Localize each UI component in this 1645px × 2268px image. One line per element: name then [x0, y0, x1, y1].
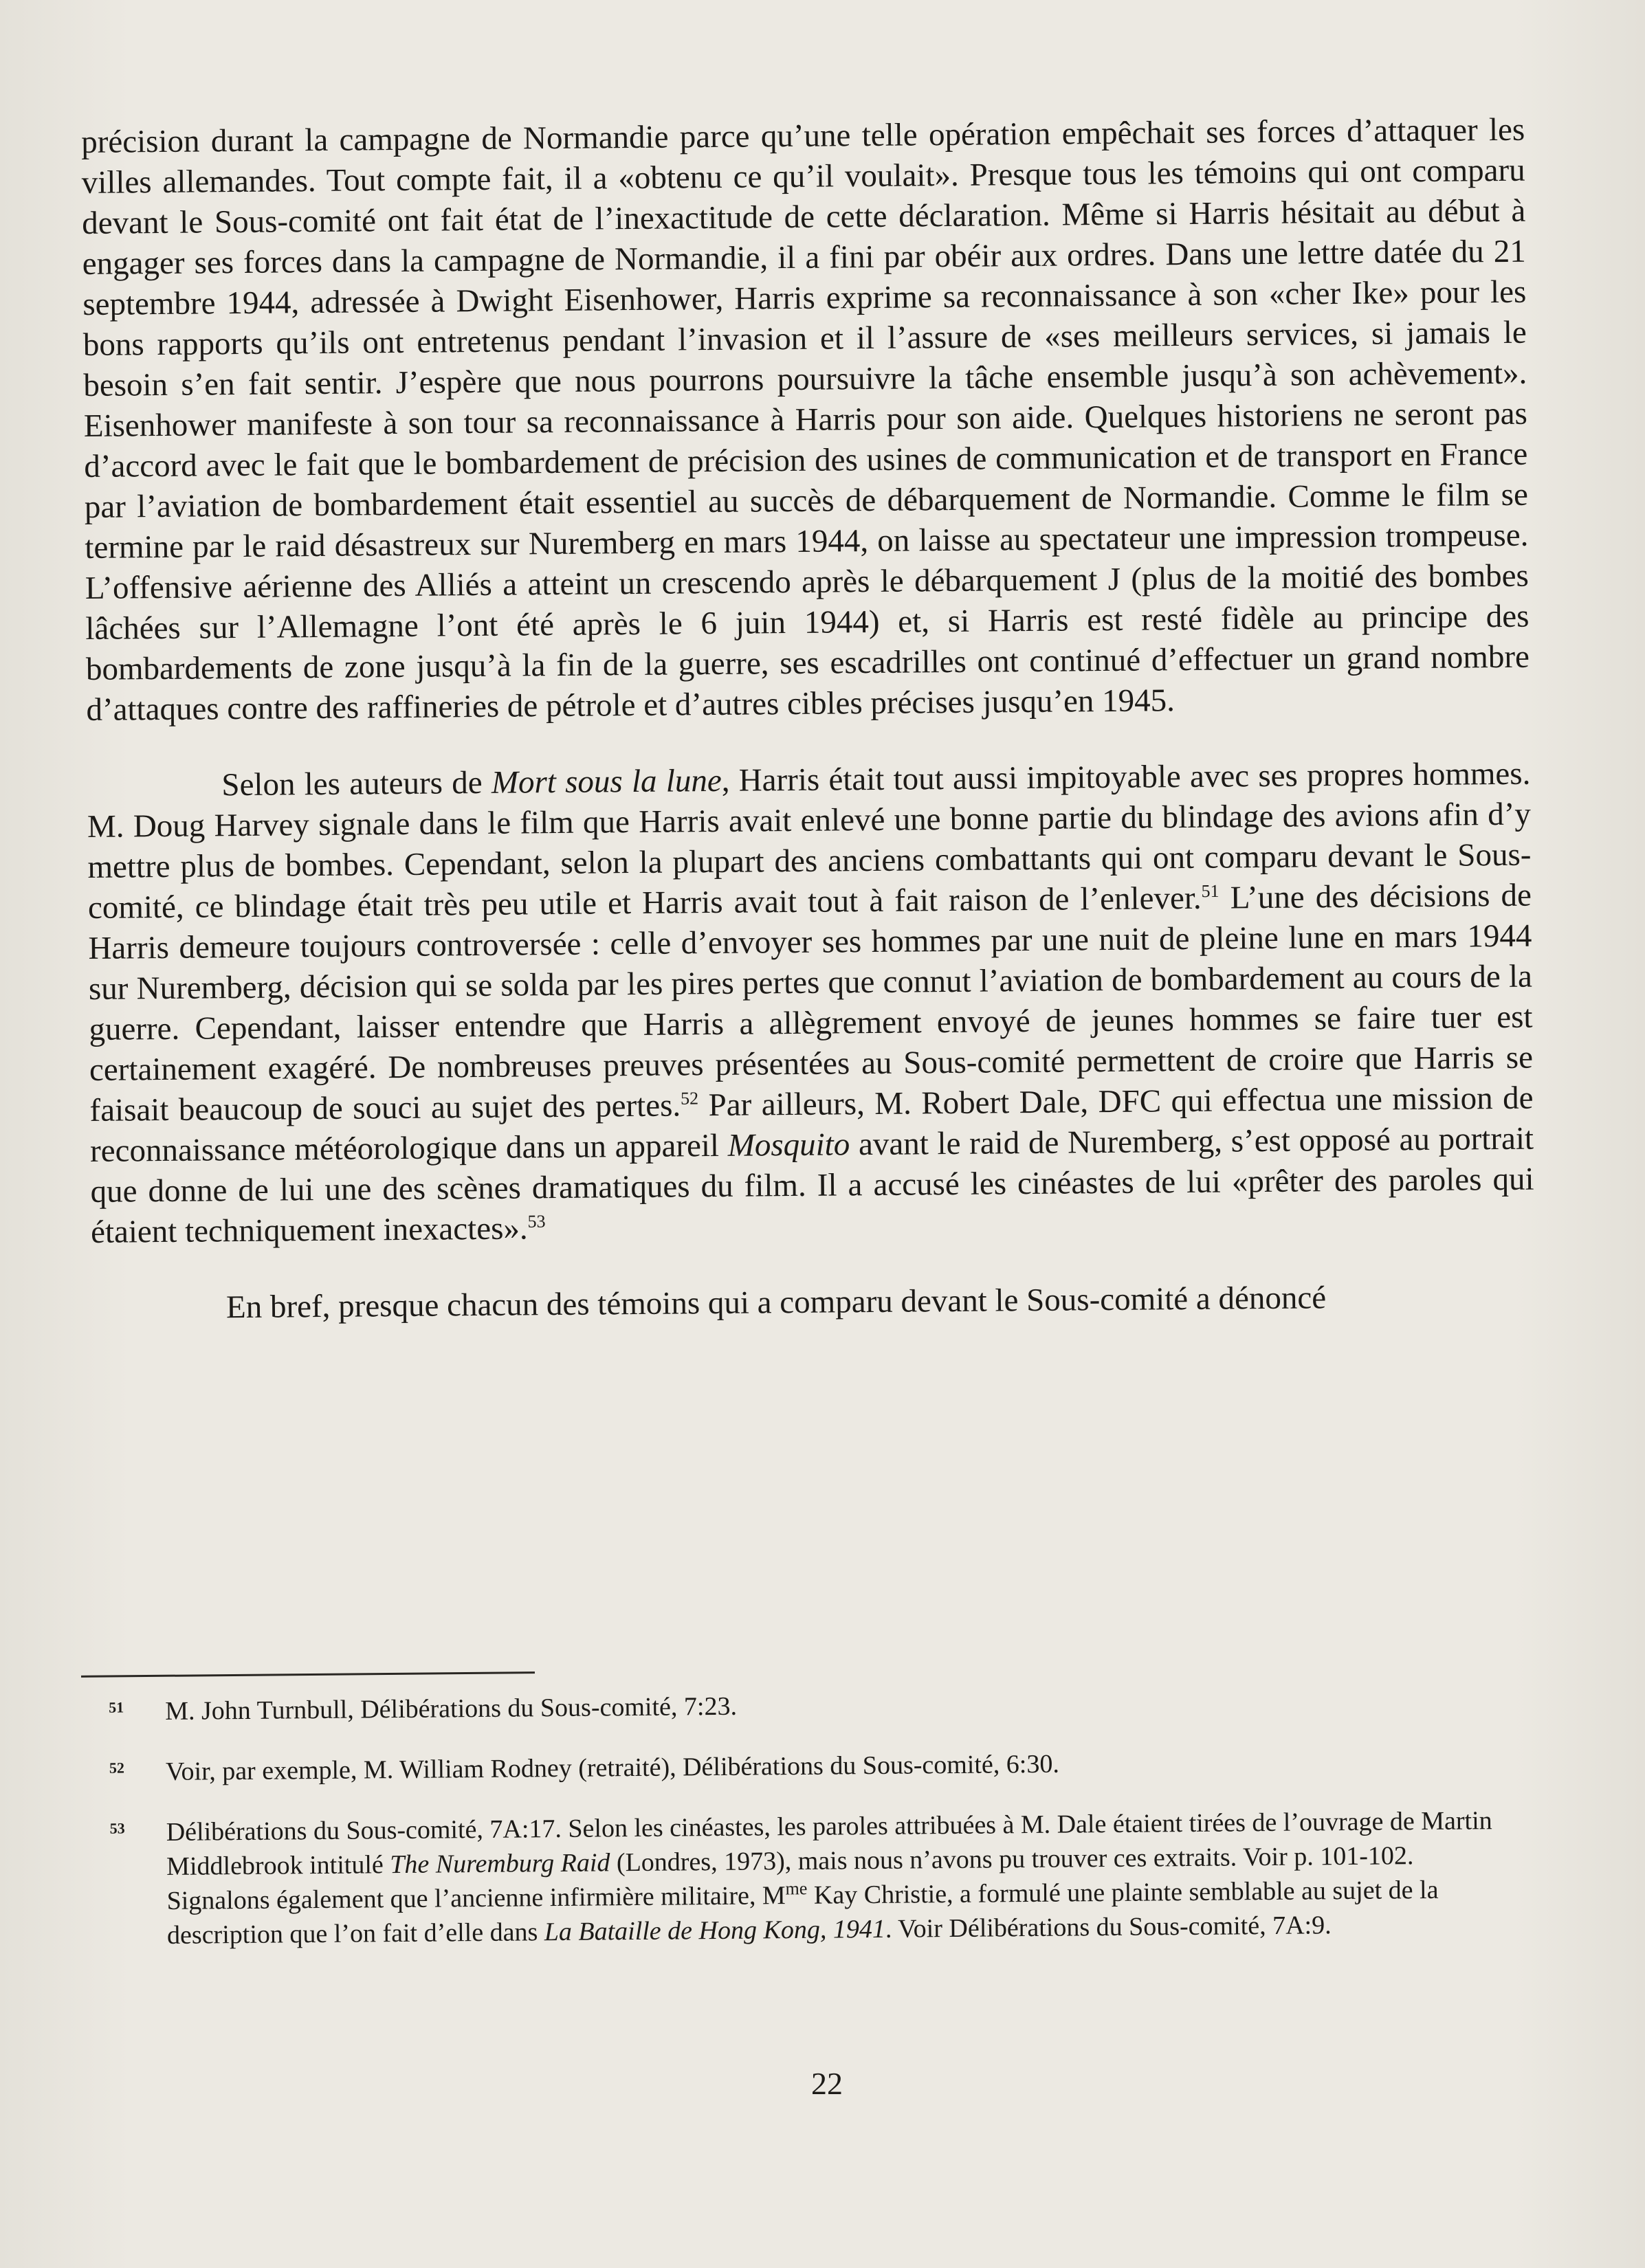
paragraph: [91, 1276, 1535, 1329]
footnotes: [109, 1682, 1515, 1979]
film-title: La Bataille de Hong Kong, 1941: [544, 1914, 886, 1947]
footnote-text: . Voir Délibérations du Sous-comité, 7A:9.: [885, 1911, 1332, 1944]
paragraph-text: En bref, presque chacun des témoins qui a comparu devant le Sous-comité a dénoncé: [225, 1280, 1327, 1326]
aircraft-name: Mosquito: [727, 1126, 850, 1164]
footnote-text: Délibérations du Sous-comité, 7A:17. Selon les cinéastes, les paroles attribuées à M. Dale étaient tirées de l’ouvrage de Martin Middlebrook intitulé: [166, 1806, 1492, 1881]
footnote-number: 53: [109, 1819, 125, 1837]
book-title: The Nuremburg Raid: [390, 1848, 610, 1880]
paragraph: [81, 110, 1530, 731]
footnote: [109, 1803, 1515, 1953]
paragraph-text: avant le raid de Nuremberg, s’est opposé au portrait que donne de lui une des scènes dramatiques du film. Il a accusé les cinéastes de lui «prêter des paroles qui étaient techniquement inexactes».: [90, 1120, 1534, 1250]
paragraph-text: , Harris était tout aussi impitoyable avec ses propres hommes. M. Doug Harvey signale dans le film que Harris avait enlevé une bonne partie du blindage des avions afin d’y mettre plus de bombes. Cependant, selon la plupart des anciens combattants qui ont comparu devant le Sous-comité, ce blindage était très peu utile et Harris avait tout à fait raison de l’enlever.: [87, 755, 1532, 926]
footnote-ref: 53: [527, 1211, 546, 1232]
page-number: 22: [811, 2066, 843, 2101]
footnote-text: Kay Christie, a formulé une plainte semblable au sujet de la description que l’on fait d’elle dans: [166, 1875, 1439, 1950]
footnote: [109, 1682, 1512, 1728]
footnote-text: (Londres, 1973), mais nous n’avons pu trouver ces extraits. Voir p. 101-102. Signalons également que l’ancienne infirmière militaire, M: [166, 1841, 1414, 1915]
footnote-ref: 51: [1201, 880, 1219, 902]
paragraph: [87, 754, 1534, 1253]
film-title: Mort sous la lune: [491, 762, 722, 801]
footnote-divider: [81, 1671, 535, 1678]
paragraph-text: Par ailleurs, M. Robert Dale, DFC qui effectua une mission de reconnaissance météorologique dans un appareil: [89, 1080, 1534, 1169]
paragraph-text: précision durant la campagne de Normandie parce qu’une telle opération empêchait ses forces d’attaquer les villes allemandes. Tout compte fait, il a «obtenu ce qu’il voulait». Presque tous les témoins qui ont comparu devant le Sous-comité ont fait état de l’inexactitude de cette déclaration. Même si Harris hésitait au début à engager ses forces dans la campagne de Normandie, il a fini par obéir aux ordres. Dans une lettre datée du 21 septembre 1944, adressée à Dwight Eisenhower, Harris exprime sa reconnaissance à son «cher Ike» pour les bons rapports qu’ils ont entretenus pendant l’invasion et il l’assure de «ses meilleurs services, si jamais le besoin s’en fait sentir. J’espère que nous pourrons poursuivre la tâche ensemble jusqu’à son achèvement». Eisenhower manifeste à son tour sa reconnaissance à Harris pour son aide. Quelques historiens ne seront pas d’accord avec le fait que le bombardement de précision des usines de communication et de transport en France par l’aviation de bombardement était essentiel au succès de débarquement de Normandie. Comme le film se termine par le raid désastreux sur Nuremberg en mars 1944, on laisse au spectateur une impression trompeuse. L’offensive aérienne des Alliés a atteint un crescendo après le débarquement J (plus de la moitié des bombes lâchées sur l’Allemagne l’ont été après le 6 juin 1944) et, si Harris est resté fidèle au principe des bombardements de zone jusqu’à la fin de la guerre, ses escadrilles ont continué d’effectuer un grand nombre d’attaques contre des raffineries de pétrole et d’autres cibles précises jusqu’en 1945.: [81, 111, 1530, 728]
paragraph-text: Selon les auteurs de: [221, 764, 492, 803]
footnote-text: Voir, par exemple, M. William Rodney (retraité), Délibérations du Sous-comité, 6:30.: [165, 1749, 1060, 1786]
footnote-number: 51: [109, 1698, 124, 1716]
footnote-ref: 52: [680, 1088, 699, 1109]
footnote-number: 52: [109, 1759, 125, 1777]
body-text: [81, 110, 1535, 1329]
footnote: [109, 1743, 1513, 1789]
title-abbrev: me: [785, 1878, 808, 1899]
footnote-text: M. John Turnbull, Délibérations du Sous-comité, 7:23.: [165, 1691, 738, 1726]
paragraph-text: L’une des décisions de Harris demeure toujours controversée : celle d’envoyer ses hommes par une nuit de pleine lune en mars 1944 sur Nuremberg, décision qui se solda par les pires pertes que connut l’aviation de bombardement au cours de la guerre. Cependant, laisser entendre que Harris a allègrement envoyé de jeunes hommes se faire tuer est certainement exagéré. De nombreuses preuves présentées au Sous-comité permettent de croire que Harris se faisait beaucoup de souci au sujet des pertes.: [88, 877, 1534, 1129]
